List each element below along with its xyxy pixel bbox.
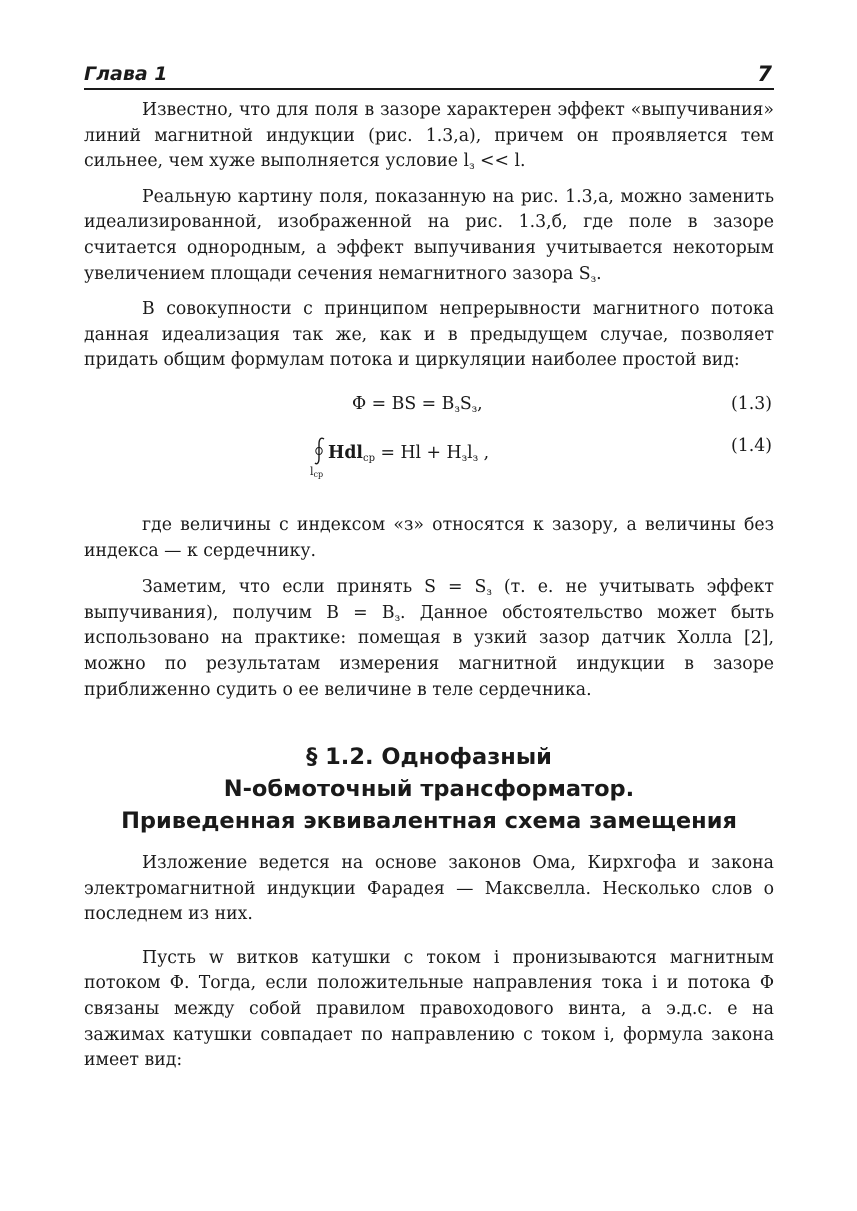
book-page	[84, 58, 774, 1074]
formula-1-3	[84, 386, 774, 424]
contour-integral-icon	[310, 436, 328, 479]
formula-1-3-expression: Φ = BS = $B_зS_з$,	[352, 393, 483, 415]
formula-1-4	[84, 434, 774, 496]
section-heading-line-2: N-обмоточный трансформатор.	[223, 776, 635, 803]
formula-1-4-expression: $l_{ср}$ $Hdl_{ср} = Hl + H_зl_з$ ,	[312, 436, 489, 466]
section-heading	[84, 741, 774, 837]
section-heading-line-1: § 1.2. Однофазный	[306, 744, 552, 771]
paragraph-laws: Изложение ведется на основе законов Ома, Кирхгофа и закона электромагнитной индукции Фарадея — Максвелла. Несколько слов о последнем из них.	[84, 853, 774, 925]
section-heading-line-3: Приведенная эквивалентная схема замещения	[121, 808, 737, 835]
chapter-title: Глава 1	[84, 63, 168, 85]
integral-limit: $l_{ср}$	[310, 464, 324, 479]
running-head	[84, 58, 774, 90]
paragraph-idealized-field: Реальную картину поля, показанную на рис. 1.3,а, можно заменить идеализированной, изображенной на рис. 1.3,б, где поле в зазоре считается однородным, а эффект выпучивания учитывается некоторым увеличением площади сечения немагнитного зазора $S_з$.	[84, 186, 774, 285]
paragraph-bulging-effect: Известно, что для поля в зазоре характерен эффект «выпучивания» линий магнитной индукции (рис. 1.3,а), причем он проявляется тем сильнее, чем хуже выполняется условие $l_з << l$.	[84, 100, 774, 173]
paragraph-hall-sensor: Заметим, что если принять $S = S_з$ (т. е. не учитывать эффект выпучивания), получим $B = B_з$. Данное обстоятельство может быть использовано на практике: помещая в узкий зазор датчик Холла [2], можно по результатам измерения магнитной индукции в зазоре приближенно судить о ее величине в теле сердечника.	[84, 577, 775, 700]
formula-1-4-number: (1.4)	[731, 435, 772, 456]
page-number: 7	[757, 62, 772, 86]
paragraph-faraday-law: Пусть w витков катушки с током i пронизываются магнитным потоком Φ. Тогда, если положительные направления тока i и потока Φ связаны между собой правилом правоходового винта, а э.д.с. e на зажимах катушки совпадает по направлению с током i, формула закона имеет вид:	[84, 947, 774, 1071]
formula-1-3-number: (1.3)	[731, 393, 772, 414]
paragraph-continuity: В совокупности с принципом непрерывности магнитного потока данная идеализация так же, как и в предыдущем случае, позволяет придать общим формулам потока и циркуляции наиболее простой вид:	[84, 299, 774, 371]
paragraph-index-meaning: где величины с индексом «з» относятся к зазору, а величины без индекса — к сердечнику.	[84, 514, 774, 561]
